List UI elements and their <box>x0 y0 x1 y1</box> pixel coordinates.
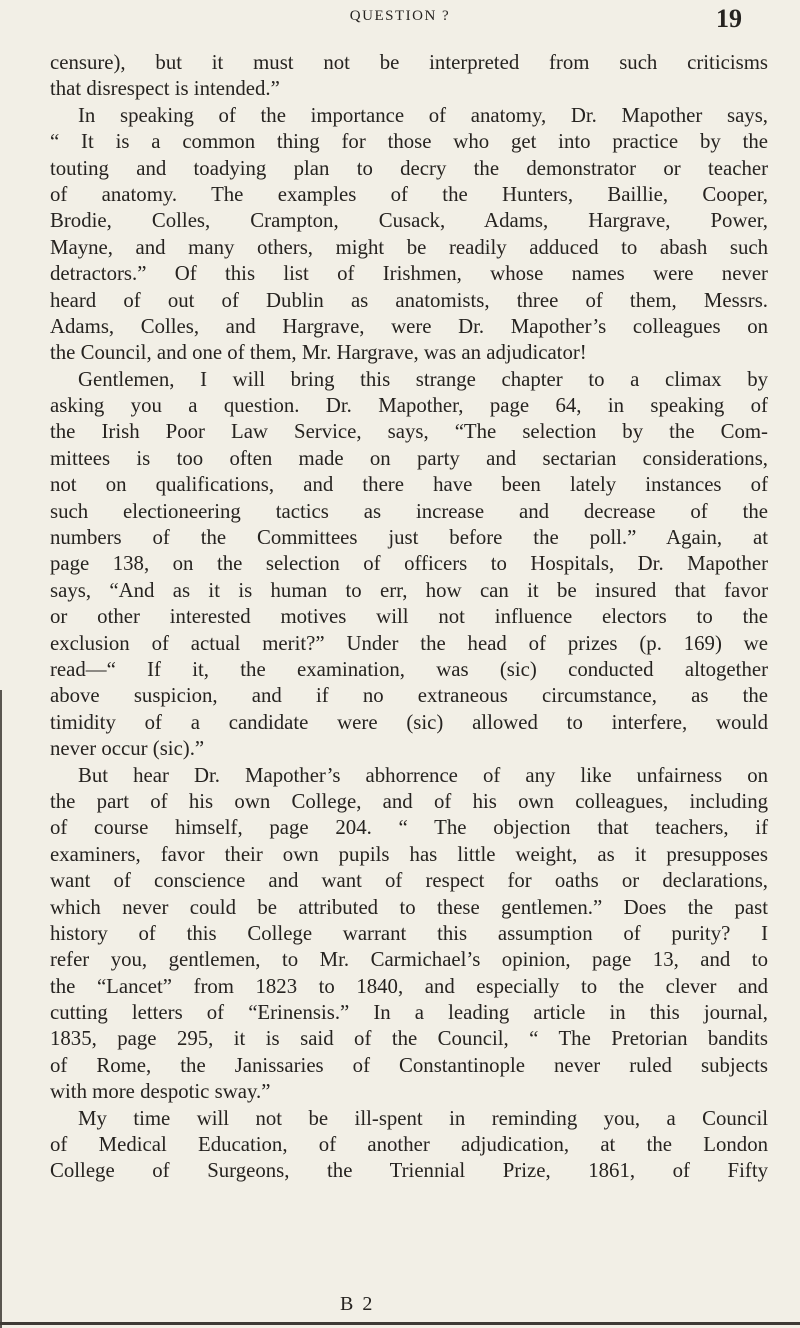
text-line: with more despotic sway.” <box>50 1080 271 1104</box>
text-line: numbers of the Committees just before the poll.” Again, at <box>50 526 768 550</box>
text-line: “ It is a common thing for those who get into practice by the <box>50 130 768 154</box>
text-line: mittees is too often made on party and sectarian considerations, <box>50 446 768 470</box>
body-text <box>50 50 768 1185</box>
text-line: College of Surgeons, the Triennial Prize, 1861, of Fifty <box>50 1159 768 1183</box>
text-line: 1835, page 295, it is said of the Council, “ The Pretorian bandits <box>50 1027 768 1051</box>
text-line: timidity of a candidate were (sic) allowed to interfere, would <box>50 710 768 734</box>
page-number: 19 <box>716 4 742 33</box>
text-line: not on qualifications, and there have been lately instances of <box>50 473 768 497</box>
bottom-edge-rule <box>0 1322 800 1325</box>
text-line: says, “And as it is human to err, how can it be insured that favor <box>50 578 768 602</box>
text-line: of Rome, the Janissaries of Constantinople never ruled subjects <box>50 1053 768 1077</box>
text-line: the part of his own College, and of his own colleagues, including <box>50 789 768 813</box>
text-line: cutting letters of “Erinensis.” In a leading article in this journal, <box>50 1001 768 1025</box>
text-line: censure), but it must not be interpreted from such criticisms <box>50 51 768 74</box>
text-line: the Council, and one of them, Mr. Hargrave, was an adjudicator! <box>50 341 587 365</box>
text-line: Gentlemen, I will bring this strange chapter to a climax by <box>78 367 768 391</box>
text-line: which never could be attributed to these gentlemen.” Does the past <box>50 895 768 919</box>
text-line: But hear Dr. Mapother’s abhorrence of any like unfairness on <box>78 763 768 787</box>
left-edge-rule <box>0 690 2 1328</box>
text-line: heard of out of Dublin as anatomists, three of them, Messrs. <box>50 288 768 312</box>
text-line: the Irish Poor Law Service, says, “The selection by the Com- <box>50 420 768 444</box>
text-line: of anatomy. The examples of the Hunters, Baillie, Cooper, <box>50 182 768 206</box>
text-line: the “Lancet” from 1823 to 1840, and especially to the clever and <box>50 974 768 998</box>
text-line: that disrespect is intended.” <box>50 77 280 101</box>
text-line: touting and toadying plan to decry the demonstrator or teacher <box>50 156 768 180</box>
text-line: read—“ If it, the examination, was (sic) conducted altogether <box>50 657 768 681</box>
text-line: never occur (sic).” <box>50 737 205 761</box>
text-line: want of conscience and want of respect for oaths or declarations, <box>50 869 768 893</box>
text-line: above suspicion, and if no extraneous circumstance, as the <box>50 684 768 708</box>
text-line: such electioneering tactics as increase and decrease of the <box>50 499 768 523</box>
text-line: asking you a question. Dr. Mapother, page 64, in speaking of <box>50 394 768 418</box>
text-line: detractors.” Of this list of Irishmen, whose names were never <box>50 262 768 286</box>
text-line: page 138, on the selection of officers to Hospitals, Dr. Mapother <box>50 552 768 576</box>
text-line: refer you, gentlemen, to Mr. Carmichael’s opinion, page 13, and to <box>50 948 768 972</box>
text-line: of course himself, page 204. “ The objection that teachers, if <box>50 816 768 840</box>
text-line: Mayne, and many others, might be readily adduced to abash such <box>50 235 768 259</box>
text-line: of Medical Education, of another adjudication, at the London <box>50 1133 768 1157</box>
text-line: In speaking of the importance of anatomy, Dr. Mapother says, <box>78 103 768 127</box>
text-line: or other interested motives will not influence electors to the <box>50 605 768 629</box>
running-head: QUESTION ? <box>349 8 451 24</box>
page-header <box>0 4 800 34</box>
text-line: Brodie, Colles, Crampton, Cusack, Adams, Hargrave, Power, <box>50 209 768 233</box>
text-line: exclusion of actual merit?” Under the head of prizes (p. 169) we <box>50 631 768 655</box>
text-line: history of this College warrant this assumption of purity? I <box>50 921 768 945</box>
text-line: My time will not be ill-spent in reminding you, a Council <box>78 1106 768 1130</box>
text-line: examiners, favor their own pupils has little weight, as it presupposes <box>50 842 768 866</box>
text-line: Adams, Colles, and Hargrave, were Dr. Mapother’s colleagues on <box>50 314 768 338</box>
signature-mark: B 2 <box>340 1293 375 1315</box>
